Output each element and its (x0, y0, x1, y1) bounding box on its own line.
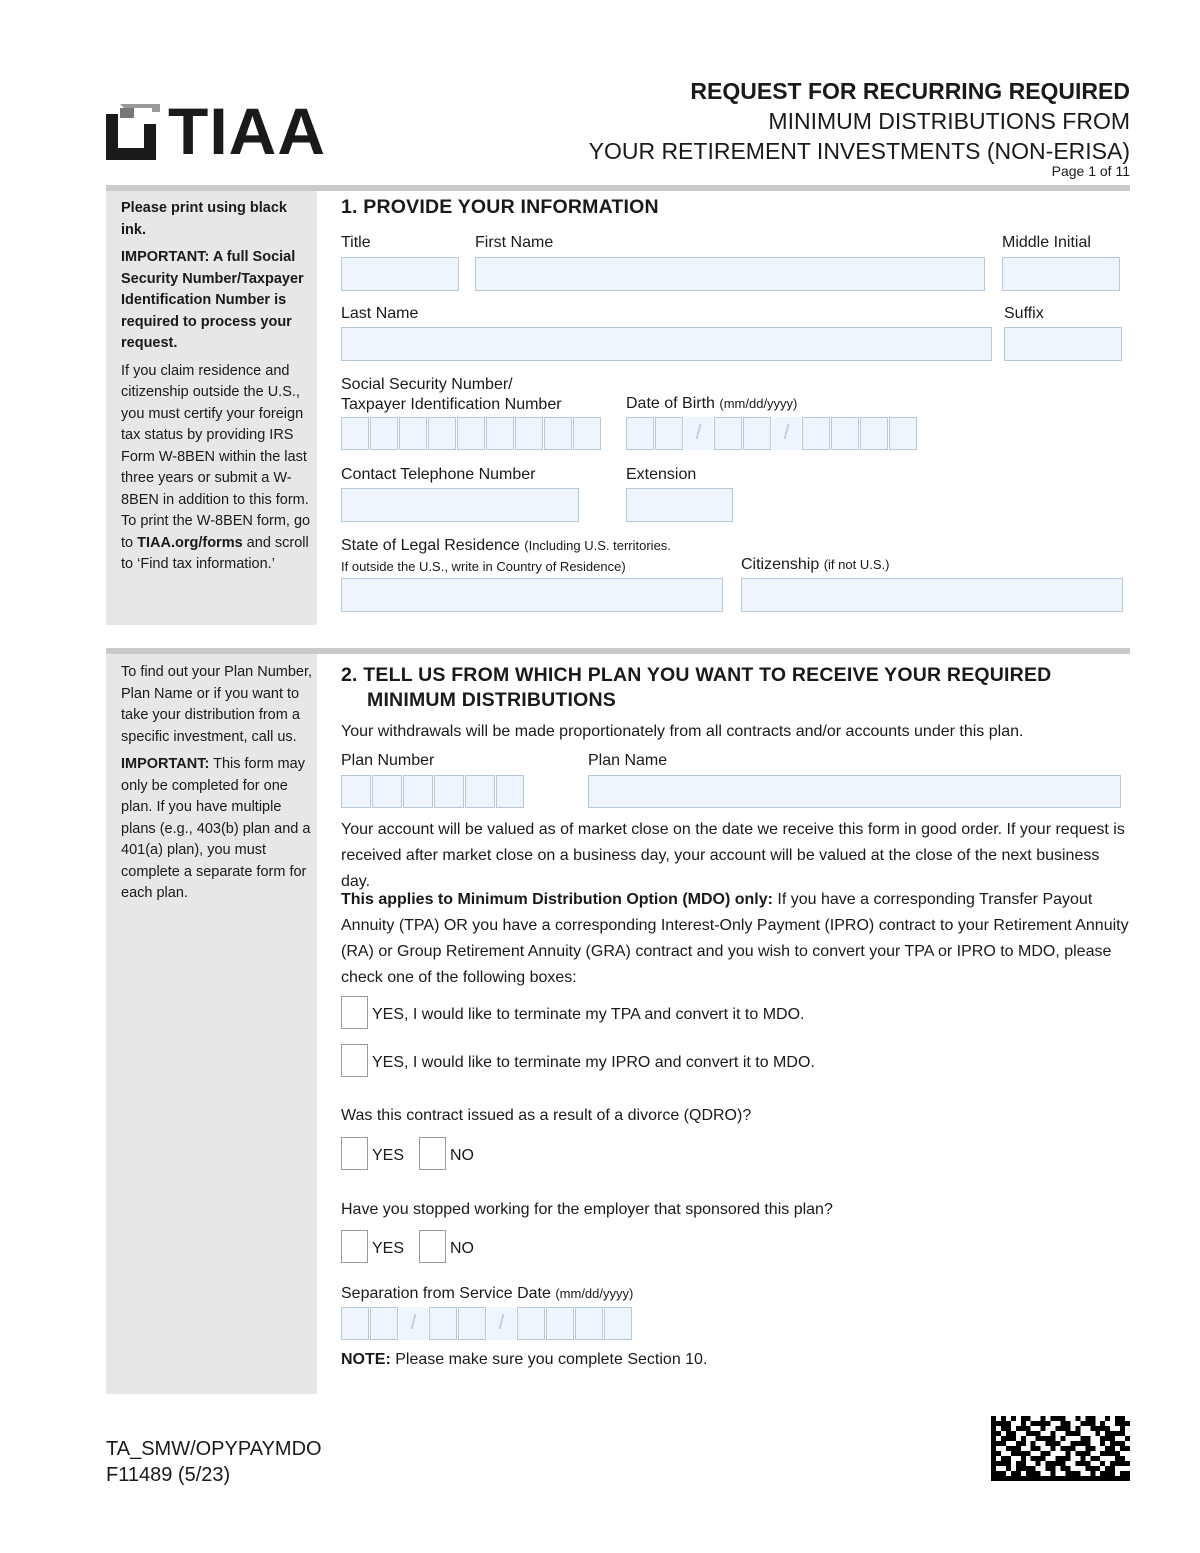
ssn-important-note: IMPORTANT: A full Social Security Number/Taxpayer Identification Number is required to process your request. (121, 249, 304, 351)
separation-date-label: Separation from Service Date (mm/dd/yyyy) (341, 1285, 634, 1302)
state-note: If outside the U.S., write in Country of Residence) (341, 559, 626, 574)
forms-link[interactable]: TIAA.org/forms (137, 534, 243, 551)
last-name-label: Last Name (341, 305, 419, 322)
divorce-yes-label: YES (372, 1147, 405, 1164)
tiaa-logo-icon (106, 104, 160, 160)
ink-note: Please print using black ink. (121, 200, 287, 238)
citizenship-field[interactable] (741, 578, 1123, 612)
form-title-line2: MINIMUM DISTRIBUTIONS FROM (768, 108, 1130, 134)
divorce-no-label: NO (450, 1147, 474, 1164)
plan-number-label: Plan Number (341, 752, 435, 769)
tpa-checkbox[interactable] (341, 996, 368, 1029)
stopped-no-checkbox[interactable] (419, 1230, 446, 1263)
logo-text: TIAA (168, 94, 326, 168)
citizenship-label: Citizenship (if not U.S.) (741, 556, 890, 573)
middle-initial-label: Middle Initial (1002, 234, 1091, 251)
foreign-residence-note: If you claim residence and citizenship outside the U.S., you must certify your foreign tax status by providing IRS Form W-8BEN within the last three years or submit a W-8BEN in addition to this form. To print the W-8BEN form, go to TIAA.org/forms and scroll to ‘Find tax information.’ (121, 362, 311, 572)
stopped-yes-checkbox[interactable] (341, 1230, 368, 1263)
ssn-label: Social Security Number/ Taxpayer Identification Number (341, 376, 562, 413)
section1-title: 1. PROVIDE YOUR INFORMATION (341, 196, 659, 218)
stopped-yes-label: YES (372, 1240, 405, 1257)
phone-label: Contact Telephone Number (341, 466, 536, 483)
form-code-2: F11489 (5/23) (106, 1464, 231, 1486)
suffix-label: Suffix (1004, 305, 1044, 322)
valuation-note: Your account will be valued as of market close on the date we receive this form in good order. If your request is received after market close on a business day, your account will be valued at the close of the next business day. (341, 821, 1125, 890)
section2-sidebar-text (121, 662, 313, 911)
divorce-question: Was this contract issued as a result of a divorce (QDRO)? (341, 1107, 752, 1124)
form-code-1: TA_SMW/OPYPAYMDO (106, 1438, 322, 1460)
separation-date-boxes[interactable]: / / (341, 1307, 633, 1340)
one-plan-note: IMPORTANT: This form may only be completed for one plan. If you have multiple plans (e.g., 403(b) plan and a 401(a) plan), you must complete a separate form for each plan. (121, 756, 311, 901)
dob-boxes[interactable]: / / (626, 417, 918, 450)
suffix-field[interactable] (1004, 327, 1122, 361)
last-name-field[interactable] (341, 327, 992, 361)
page-number: Page 1 of 11 (1051, 163, 1130, 179)
plan-name-label: Plan Name (588, 752, 668, 769)
first-name-label: First Name (475, 234, 554, 251)
middle-initial-field[interactable] (1002, 257, 1120, 291)
state-label: State of Legal Residence (Including U.S. territories. (341, 537, 671, 554)
section2-title: 2. TELL US FROM WHICH PLAN YOU WANT TO RECEIVE YOUR REQUIRED MINIMUM DISTRIBUTIONS (341, 664, 1052, 711)
ipro-checkbox[interactable] (341, 1044, 368, 1077)
dob-label: Date of Birth (mm/dd/yyyy) (626, 395, 798, 412)
title-label: Title (341, 234, 371, 251)
extension-label: Extension (626, 466, 697, 483)
section1-sidebar-text (121, 198, 313, 582)
divorce-no-checkbox[interactable] (419, 1137, 446, 1170)
plan-number-boxes[interactable] (341, 775, 525, 808)
title-field[interactable] (341, 257, 459, 291)
divorce-yes-checkbox[interactable] (341, 1137, 368, 1170)
form-title-line3: YOUR RETIREMENT INVESTMENTS (NON-ERISA) (588, 138, 1130, 164)
section10-note: NOTE: Please make sure you complete Section 10. (341, 1351, 708, 1368)
withdrawal-note: Your withdrawals will be made proportionately from all contracts and/or accounts under this plan. (341, 723, 1024, 740)
ssn-boxes[interactable] (341, 417, 602, 450)
mdo-note: This applies to Minimum Distribution Option (MDO) only: If you have a corresponding Transfer Payout Annuity (TPA) OR you have a corresponding Interest-Only Payment (IPRO) contract to your Retirement Annuity (RA) or Group Retirement Annuity (GRA) contract and you wish to convert your TPA or IPRO to MDO, please check one of the following boxes: (341, 891, 1129, 986)
datamatrix-barcode-icon (991, 1416, 1130, 1481)
form-title-line1: REQUEST FOR RECURRING REQUIRED (690, 78, 1130, 104)
stopped-no-label: NO (450, 1240, 474, 1257)
ipro-option-label: YES, I would like to terminate my IPRO and convert it to MDO. (372, 1054, 815, 1071)
tpa-option-label: YES, I would like to terminate my TPA and convert it to MDO. (372, 1006, 805, 1023)
find-plan-note: To find out your Plan Number, Plan Name or if you want to take your distribution from a specific investment, call us. (121, 664, 313, 745)
extension-field[interactable] (626, 488, 733, 522)
stopped-working-question: Have you stopped working for the employer that sponsored this plan? (341, 1201, 833, 1218)
first-name-field[interactable] (475, 257, 985, 291)
phone-field[interactable] (341, 488, 579, 522)
state-field[interactable] (341, 578, 723, 612)
plan-name-field[interactable] (588, 775, 1121, 808)
